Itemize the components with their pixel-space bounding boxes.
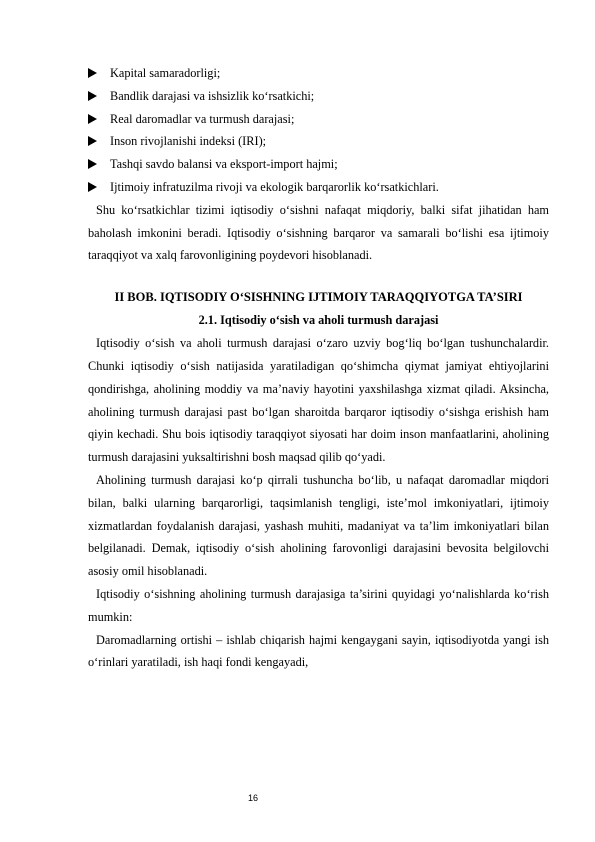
list-item-text: Tashqi savdo balansi va eksport-import hajmi; [110,157,338,172]
section-title: 2.1. Iqtisodiy o‘sish va aholi turmush darajasi [198,313,439,328]
list-item [88,130,549,153]
list-item-text: Bandlik darajasi va ishsizlik ko‘rsatkichi; [110,88,315,103]
indicator-list [88,62,549,199]
list-item [88,108,549,131]
arrow-bullet-icon [88,68,97,78]
list-item [88,176,549,199]
list-item [88,153,549,176]
list-item-text: Inson rivojlanishi indeksi (IRI); [110,134,267,149]
list-item-text: Kapital samaradorligi; [110,66,221,80]
arrow-bullet-icon [88,91,97,101]
arrow-bullet-icon [88,182,97,192]
page-number: 16 [248,793,259,803]
arrow-bullet-icon [88,136,97,146]
body-paragraph: Iqtisodiy o‘sish va aholi turmush darajasi o‘zaro uzviy bog‘liq bo‘lgan tushunchalardir. Chunki iqtisodiy o‘sish natijasida yaratiladigan qo‘shimcha qiymat jamiyat ehtiyojlarini qondirishga, aholining moddiy va ma’naviy hayotini yaxshilashga xizmat qiladi. Aksincha, aholining turmush darajasi past bo‘lgan sharoitda barqaror iqtisodiy o‘sishga erishish ham qiyin kechadi. Shu bois iqtisodiy taraqqiyot siyosati har doim inson manfaatlarini, aholining turmush darajasini yuksaltirishni bosh maqsad qilib qo‘yadi. [88,336,549,465]
arrow-bullet-icon [88,159,97,169]
list-item [88,85,549,108]
arrow-bullet-icon [88,114,97,124]
intro-paragraph: Shu ko‘rsatkichlar tizimi iqtisodiy o‘sishni nafaqat miqdoriy, balki sifat jihatidan ham baholash imkonini beradi. Iqtisodiy o‘sishning barqaror va samarali bo‘lishi esa ijtimoiy taraqqiyot va xalq farovonligining poydevori hisoblanadi. [88,202,549,263]
chapter-title: II BOB. IQTISODIY O‘SISHNING IJTIMOIY TARAQQIYOTGA TA’SIRI [114,290,523,305]
list-item [88,62,549,85]
spacer [88,267,549,286]
list-item-text: Real daromadlar va turmush darajasi; [110,111,295,126]
document-page [88,62,549,674]
body-paragraph: Iqtisodiy o‘sishning aholining turmush darajasiga ta’sirini quyidagi yo‘nalishlarda ko‘rish mumkin: [88,586,549,624]
body-paragraph: Aholining turmush darajasi ko‘p qirrali tushuncha bo‘lib, u nafaqat daromadlar miqdori bilan, balki ularning barqarorligi, taqsimlanish tengligi, iste’mol imkoniyatlari, ijtimoiy xizmatlardan foydalanish darajasi, yashash muhiti, madaniyat va ta’lim imkoniyatlari bilan belgilanadi. Demak, iqtisodiy o‘sish aholining farovonligi darajasini bevosita belgilovchi asosiy omil hisoblanadi. [88,472,549,579]
body-paragraph: Daromadlarning ortishi – ishlab chiqarish hajmi kengaygani sayin, iqtisodiyotda yangi ish o‘rinlari yaratiladi, ish haqi fondi kengayadi, [88,632,549,670]
list-item-text: Ijtimoiy infratuzilma rivoji va ekologik barqarorlik ko‘rsatkichlari. [110,179,439,194]
